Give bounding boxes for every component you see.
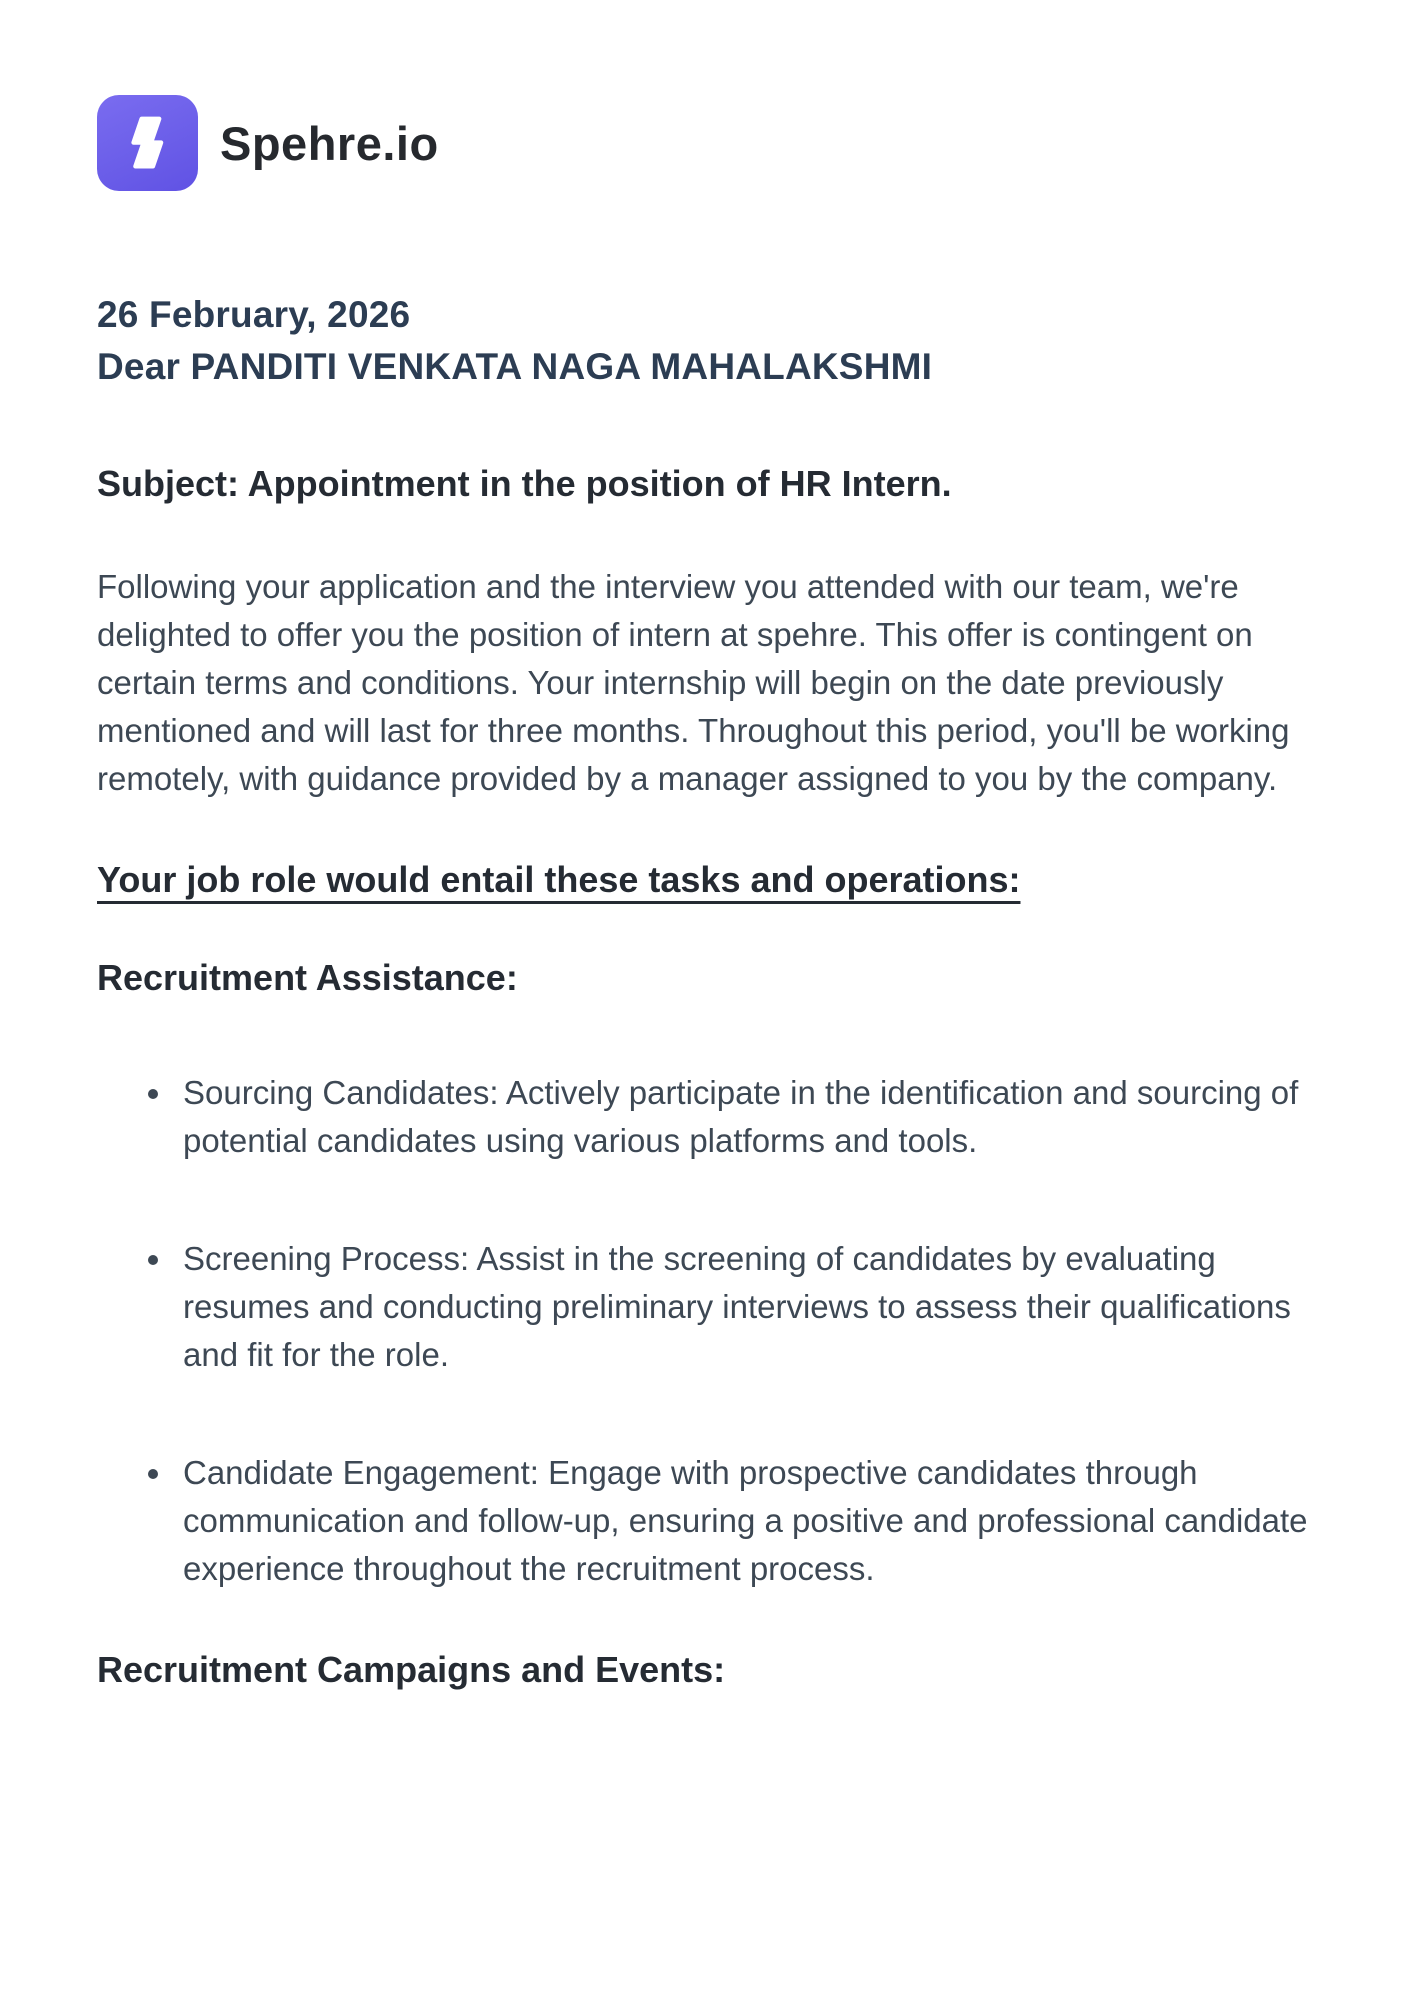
letter-intro-paragraph: Following your application and the interview you attended with our team, we're delighted to offer you the position of intern at spehre. This offer is contingent on certain terms and conditions. Your internship will begin on the date previously mentioned and will last for three months. Throughout this period, you'll be working remotely, with guidance provided by a manager assigned to you by the company. <box>97 568 1290 797</box>
list-item: • Screening Process: Assist in the screening of candidates by evaluating resumes and conducting preliminary interviews to assess their qualifications and fit for the role. <box>175 1235 1319 1379</box>
list-item: • Candidate Engagement: Engage with prospective candidates through communication and follow-up, ensuring a positive and professional candidate experience throughout the recruitment process. <box>175 1449 1319 1593</box>
spehre-logo-icon <box>97 95 198 191</box>
section-title-recruitment-assistance: Recruitment Assistance: <box>97 957 518 998</box>
brand-header <box>97 95 1319 191</box>
section-title-recruitment-campaigns: Recruitment Campaigns and Events: <box>97 1649 726 1690</box>
letter-subject: Subject: Appointment in the position of HR Intern. <box>97 463 952 504</box>
list-item: • Sourcing Candidates: Actively participate in the identification and sourcing of potential candidates using various platforms and tools. <box>175 1069 1319 1165</box>
letter-date: 26 February, 2026 <box>97 294 411 335</box>
tasks-heading: Your job role would entail these tasks and operations: <box>97 859 1021 900</box>
brand-name: Spehre.io <box>220 116 439 170</box>
letter-salutation: Dear PANDITI VENKATA NAGA MAHALAKSHMI <box>97 346 933 387</box>
date-block <box>97 289 1319 393</box>
recruitment-assistance-list <box>97 1069 1319 1593</box>
